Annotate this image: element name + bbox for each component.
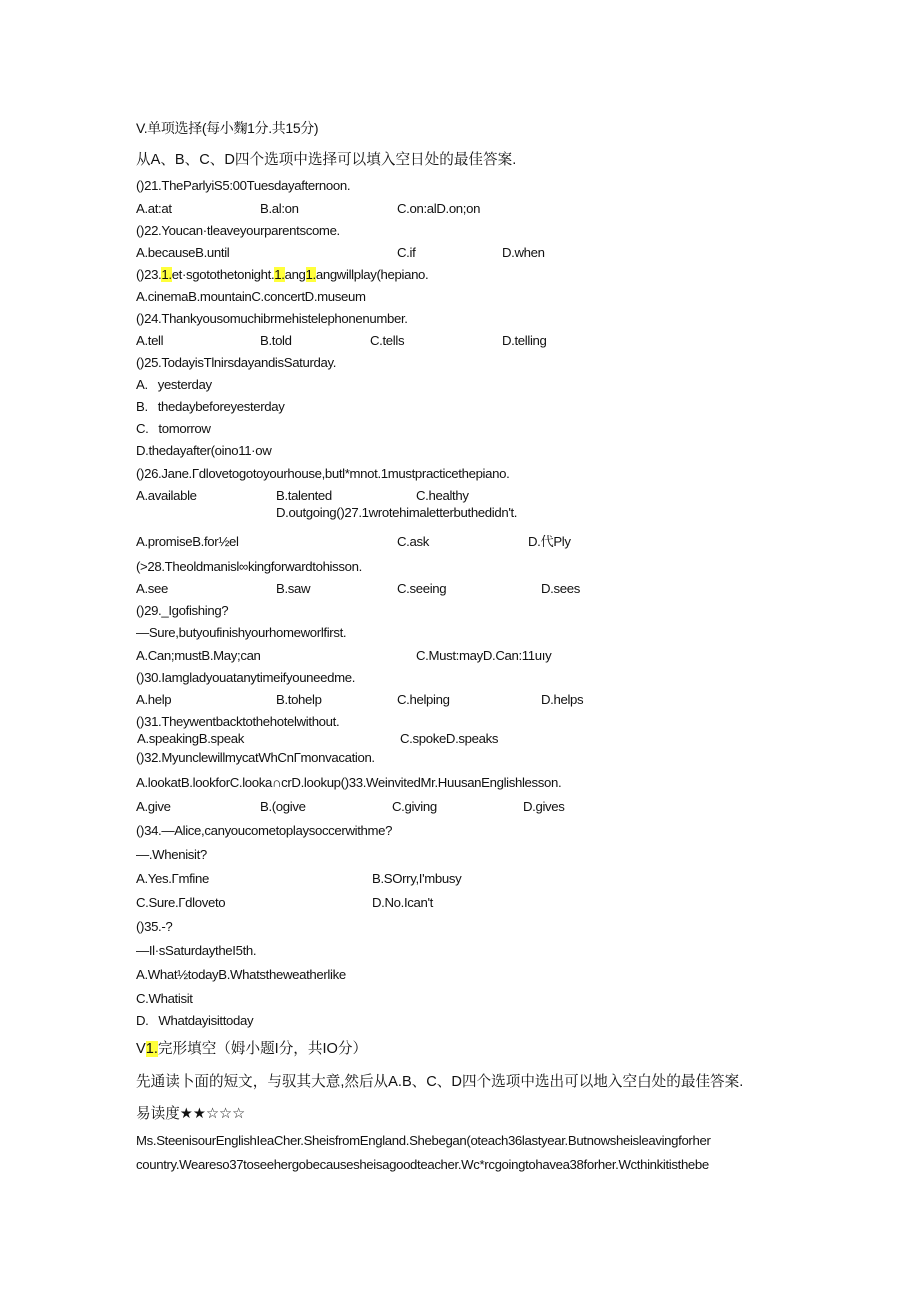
question-34-stem: ()34.—Alice,canyoucometoplaysoccerwithme?	[136, 823, 393, 838]
question-28-stem: (>28.Theoldmanisl∞kingforwardtohisson.	[136, 559, 362, 574]
difficulty-rating: 易读度★★☆☆☆	[136, 1106, 246, 1122]
section-instruction: 从A、B、C、D四个选项中选择可以填入空日处的最佳答案.	[136, 152, 517, 168]
section-instruction: 先通读卜面的短文，与驭其大意,然后从A.B、C、D四个选项中选出可以地入空白处的最佳答案.	[136, 1074, 744, 1090]
question-28-option-a: A.see	[136, 581, 168, 596]
question-34-reply: —.Whenisit?	[136, 847, 207, 862]
question-26-option-b: B.talented	[276, 488, 332, 503]
passage-line: Ms.SteenisourEnglishIeaCher.SheisfromEngland.Shebegan(oteach36lastyear.Butnowsheisleavingforher	[136, 1133, 711, 1148]
question-26-option-d-and-27-stem: D.outgoing()27.1wrotehimaletterbuthedidn't.	[276, 505, 518, 520]
question-24-option-c: C.tells	[370, 333, 405, 348]
question-29-option-ab: A.Can;mustB.May;can	[136, 648, 261, 663]
question-29-reply: —Sure,butyoufinishyourhomeworlfirst.	[136, 625, 347, 640]
question-30-option-a: A.help	[136, 692, 172, 707]
question-22-stem: ()22.Youcan·tleaveyourparentscome.	[136, 223, 340, 238]
question-29-stem: ()29._Igofishing?	[136, 603, 229, 618]
question-27-option-d: D.代Ply	[528, 534, 571, 549]
question-35-reply: —Il·sSaturdaytheI5th.	[136, 943, 257, 958]
question-29-option-cd: C.Must:mayD.Can:11uıy	[416, 648, 552, 663]
question-25-stem: ()25.TodayisTlnirsdayandisSaturday.	[136, 355, 337, 370]
question-25-option-a: A. yesterday	[136, 377, 212, 392]
stem-part: angwillplay(hepiano.	[315, 267, 429, 282]
question-21-stem: ()21.TheParlyiS5:00Tuesdayafternoon.	[136, 178, 351, 193]
question-34-option-a: A.Yes.Γmfine	[136, 871, 209, 886]
question-30-option-d: D.helps	[541, 692, 584, 707]
question-30-stem: ()30.Iamgladyouatanytimeifyouneedme.	[136, 670, 356, 685]
question-27-option-ab: A.promiseB.for½el	[136, 534, 239, 549]
question-34-option-c: C.Sure.Γdloveto	[136, 895, 226, 910]
question-35-stem: ()35.-?	[136, 919, 173, 934]
highlight-mark: 1.	[274, 267, 285, 282]
question-33-option-d: D.gives	[523, 799, 565, 814]
question-33-option-a: A.give	[136, 799, 171, 814]
question-31-option-ab: A.speakingB.speak	[137, 731, 244, 746]
question-31-option-cd: C.spokeD.speaks	[400, 731, 499, 746]
question-33-option-b: B.(ogive	[260, 799, 306, 814]
stem-part: ()23.	[136, 267, 162, 282]
question-23-stem	[136, 267, 428, 283]
question-35-option-ab: A.What½todayB.Whatstheweatherlike	[136, 967, 346, 982]
highlight-mark: 1.	[305, 267, 316, 282]
stem-part: et·sgotothetonight.	[171, 267, 275, 282]
question-32-options-and-33-stem: A.lookatB.lookforC.looka∩crD.lookup()33.WeinvitedMr.HuusanEnglishlesson.	[136, 775, 562, 790]
title-part: 完形填空（姆小题I分，共IO分）	[157, 1041, 368, 1057]
question-34-option-b: B.SOrry,I'mbusy	[372, 871, 462, 886]
section-title: V.单项选择(每小麴1分.共15分)	[136, 120, 319, 136]
highlight-mark: 1.	[161, 267, 172, 282]
question-31-stem: ()31.Theywentbacktothehotelwithout.	[136, 714, 340, 729]
question-22-option-d: D.when	[502, 245, 545, 260]
question-32-stem: ()32.MyunclewillmycatWhCnΓmonvacation.	[136, 750, 375, 765]
passage-line: country.Wearesо37toseehergobecausesheisagoodteacher.Wc*rcgoingtohavea38forher.Wcthinkitisthebe	[136, 1157, 709, 1172]
question-30-option-b: B.tohelp	[276, 692, 322, 707]
question-24-option-d: D.telling	[502, 333, 547, 348]
highlight-mark: 1.	[145, 1041, 158, 1057]
question-27-option-c: C.ask	[397, 534, 429, 549]
question-21-option-b: B.al:on	[260, 201, 299, 216]
question-28-option-b: B.saw	[276, 581, 311, 596]
question-28-option-c: C.seeing	[397, 581, 447, 596]
question-34-option-d: D.No.Ican't	[372, 895, 433, 910]
section-title	[136, 1041, 367, 1057]
question-22-option-c: C.if	[397, 245, 416, 260]
question-28-option-d: D.sees	[541, 581, 580, 596]
question-26-option-c: C.healthy	[416, 488, 469, 503]
question-26-stem: ()26.Jane.Γdlovetogotoyourhouse,butl*mnot.1mustpracticethepiano.	[136, 466, 510, 481]
question-25-option-d: D.thedayafter(oino11·ow	[136, 443, 272, 458]
question-35-option-c: C.Whatisit	[136, 991, 193, 1006]
question-21-option-cd: C.on:alD.on;on	[397, 201, 481, 216]
question-21-option-a: A.at:at	[136, 201, 172, 216]
question-24-option-a: A.tell	[136, 333, 164, 348]
question-24-stem: ()24.Thankyousomuchibrmehistelephonenumber.	[136, 311, 408, 326]
stem-part: ang	[284, 267, 306, 282]
question-25-option-c: C. tomorrow	[136, 421, 211, 436]
question-26-option-a: A.available	[136, 488, 197, 503]
question-35-option-d: D. Whatdayisittoday	[136, 1013, 254, 1028]
question-30-option-c: C.helping	[397, 692, 450, 707]
question-22-option-ab: A.becauseB.until	[136, 245, 230, 260]
question-33-option-c: C.giving	[392, 799, 437, 814]
title-part: V	[136, 1041, 146, 1057]
question-23-options: A.cinemaB.mountainC.concertD.museum	[136, 289, 366, 304]
question-25-option-b: B. thedaybeforeyesterday	[136, 399, 285, 414]
question-24-option-b: B.told	[260, 333, 292, 348]
